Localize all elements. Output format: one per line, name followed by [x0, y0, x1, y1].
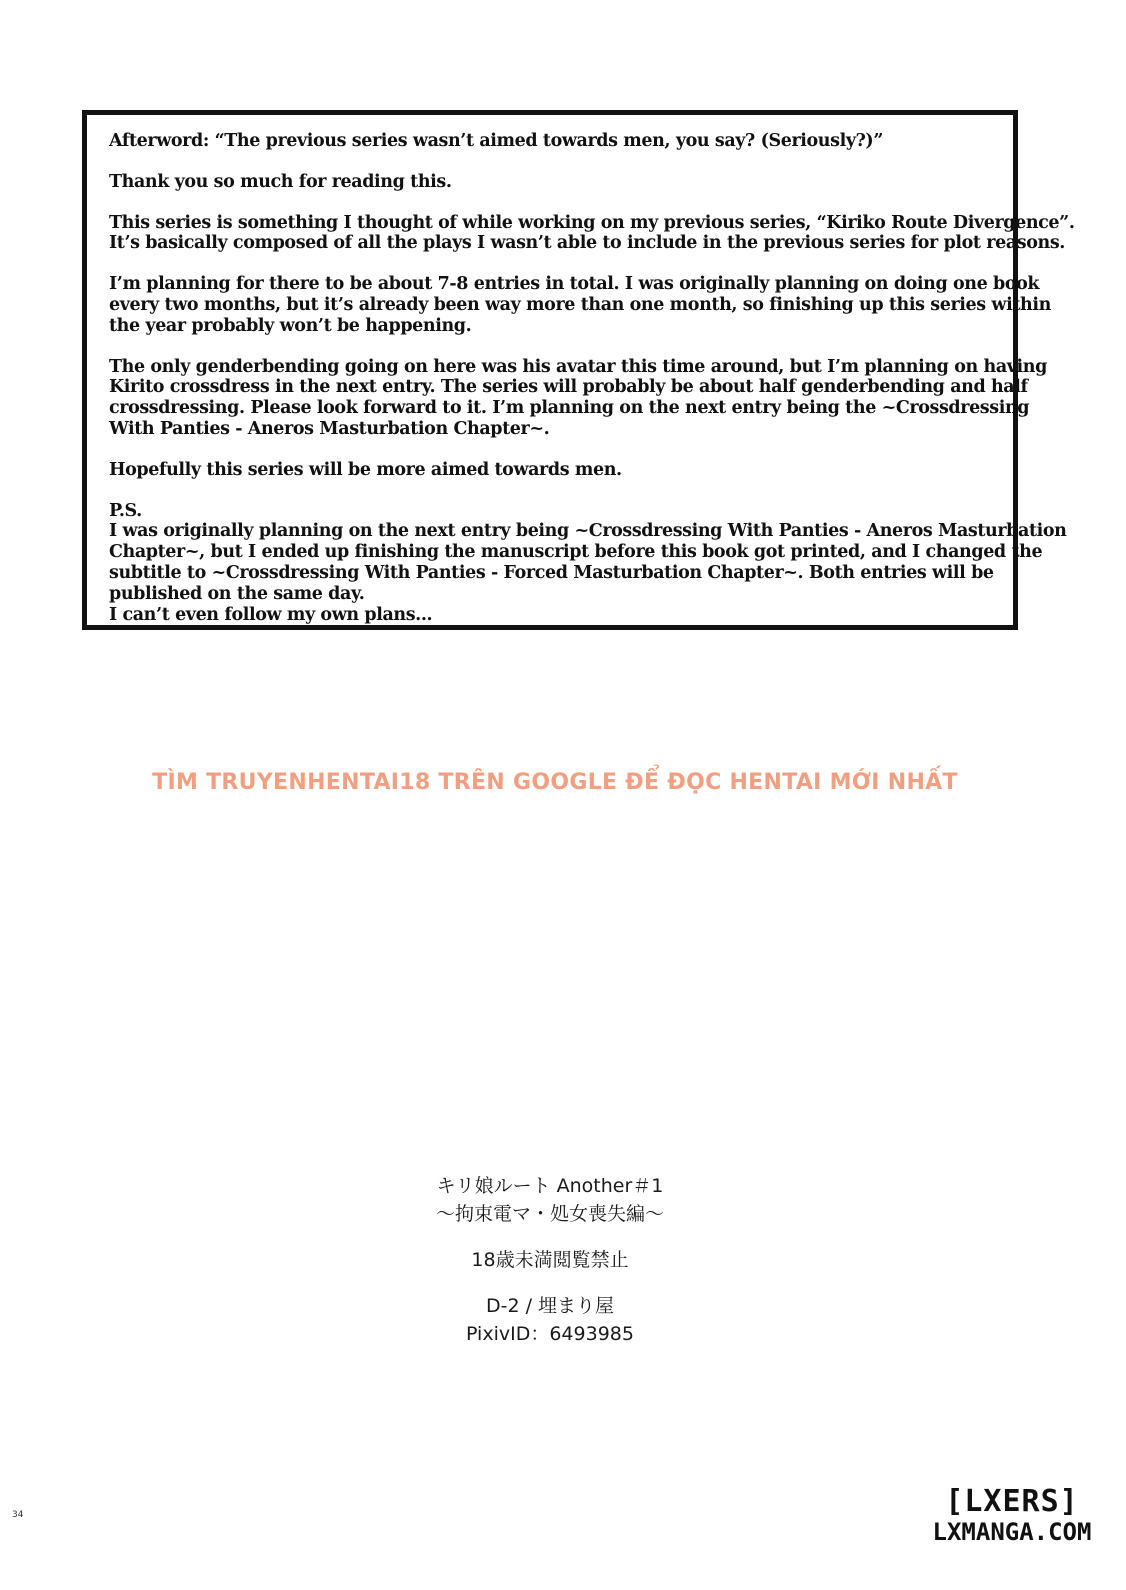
afterword-paragraph: Thank you so much for reading this.: [109, 171, 452, 192]
afterword-heading: Afterword: “The previous series wasn’t aimed towards men, you say? (Seriously?)”: [109, 131, 883, 151]
page-number: 34: [12, 1510, 24, 1520]
logo-bottom-text: LXMANGA.COM: [932, 1518, 1092, 1546]
afterword-paragraph: I’m planning for there to be about 7-8 entries in total. I was originally planning on doing one book every two months, but it’s already been way more than one month, so finishing up this series within the year probably won’t be happening.: [109, 274, 1051, 336]
circle-name: D-2 / 埋まり屋: [485, 1295, 615, 1317]
afterword-paragraph: Hopefully this series will be more aimed towards men.: [109, 459, 622, 480]
afterword-postscript: P.S. I was originally planning on the next entry being ~Crossdressing With Panties - Aneros Masturbation Chapter~, but I ended up finishing the manuscript before this book got printed, and I changed the subtitle to ~Crossdressing With Panties - Forced Masturbation Chapter~. Both entries will be published on the same day. I can’t even follow my own plans...: [109, 500, 1067, 625]
book-subtitle: 〜拘束電マ・処女喪失編〜: [435, 1203, 664, 1225]
afterword-paragraph: The only genderbending going on here was his avatar this time around, but I’m planning on having Kirito crossdress in the next entry. The series will probably be about half genderbending and half crossdressing. Please look forward to it. I’m planning on the next entry being the ~Crossdressing With Panties - Aneros Masturbation Chapter~.: [109, 356, 1047, 439]
site-logo: [912, 1486, 1112, 1546]
age-notice: 18歳未満閲覧禁止: [471, 1249, 629, 1271]
afterword-box: [82, 110, 1075, 630]
colophon: [0, 1172, 1100, 1348]
logo-top-text: [LXERS]: [945, 1484, 1079, 1519]
pixiv-id: PixivID：6493985: [466, 1323, 634, 1345]
book-title: キリ娘ルート Another＃1: [436, 1175, 664, 1197]
watermark-text: TÌM TRUYENHENTAI18 TRÊN GOOGLE ĐỂ ĐỌC HENTAI MỚI NHẤT: [152, 770, 958, 795]
afterword-paragraph: This series is something I thought of while working on my previous series, “Kiriko Route Divergence”. It’s basically composed of all the plays I wasn’t able to include in the previous series for plot reasons.: [109, 212, 1075, 254]
